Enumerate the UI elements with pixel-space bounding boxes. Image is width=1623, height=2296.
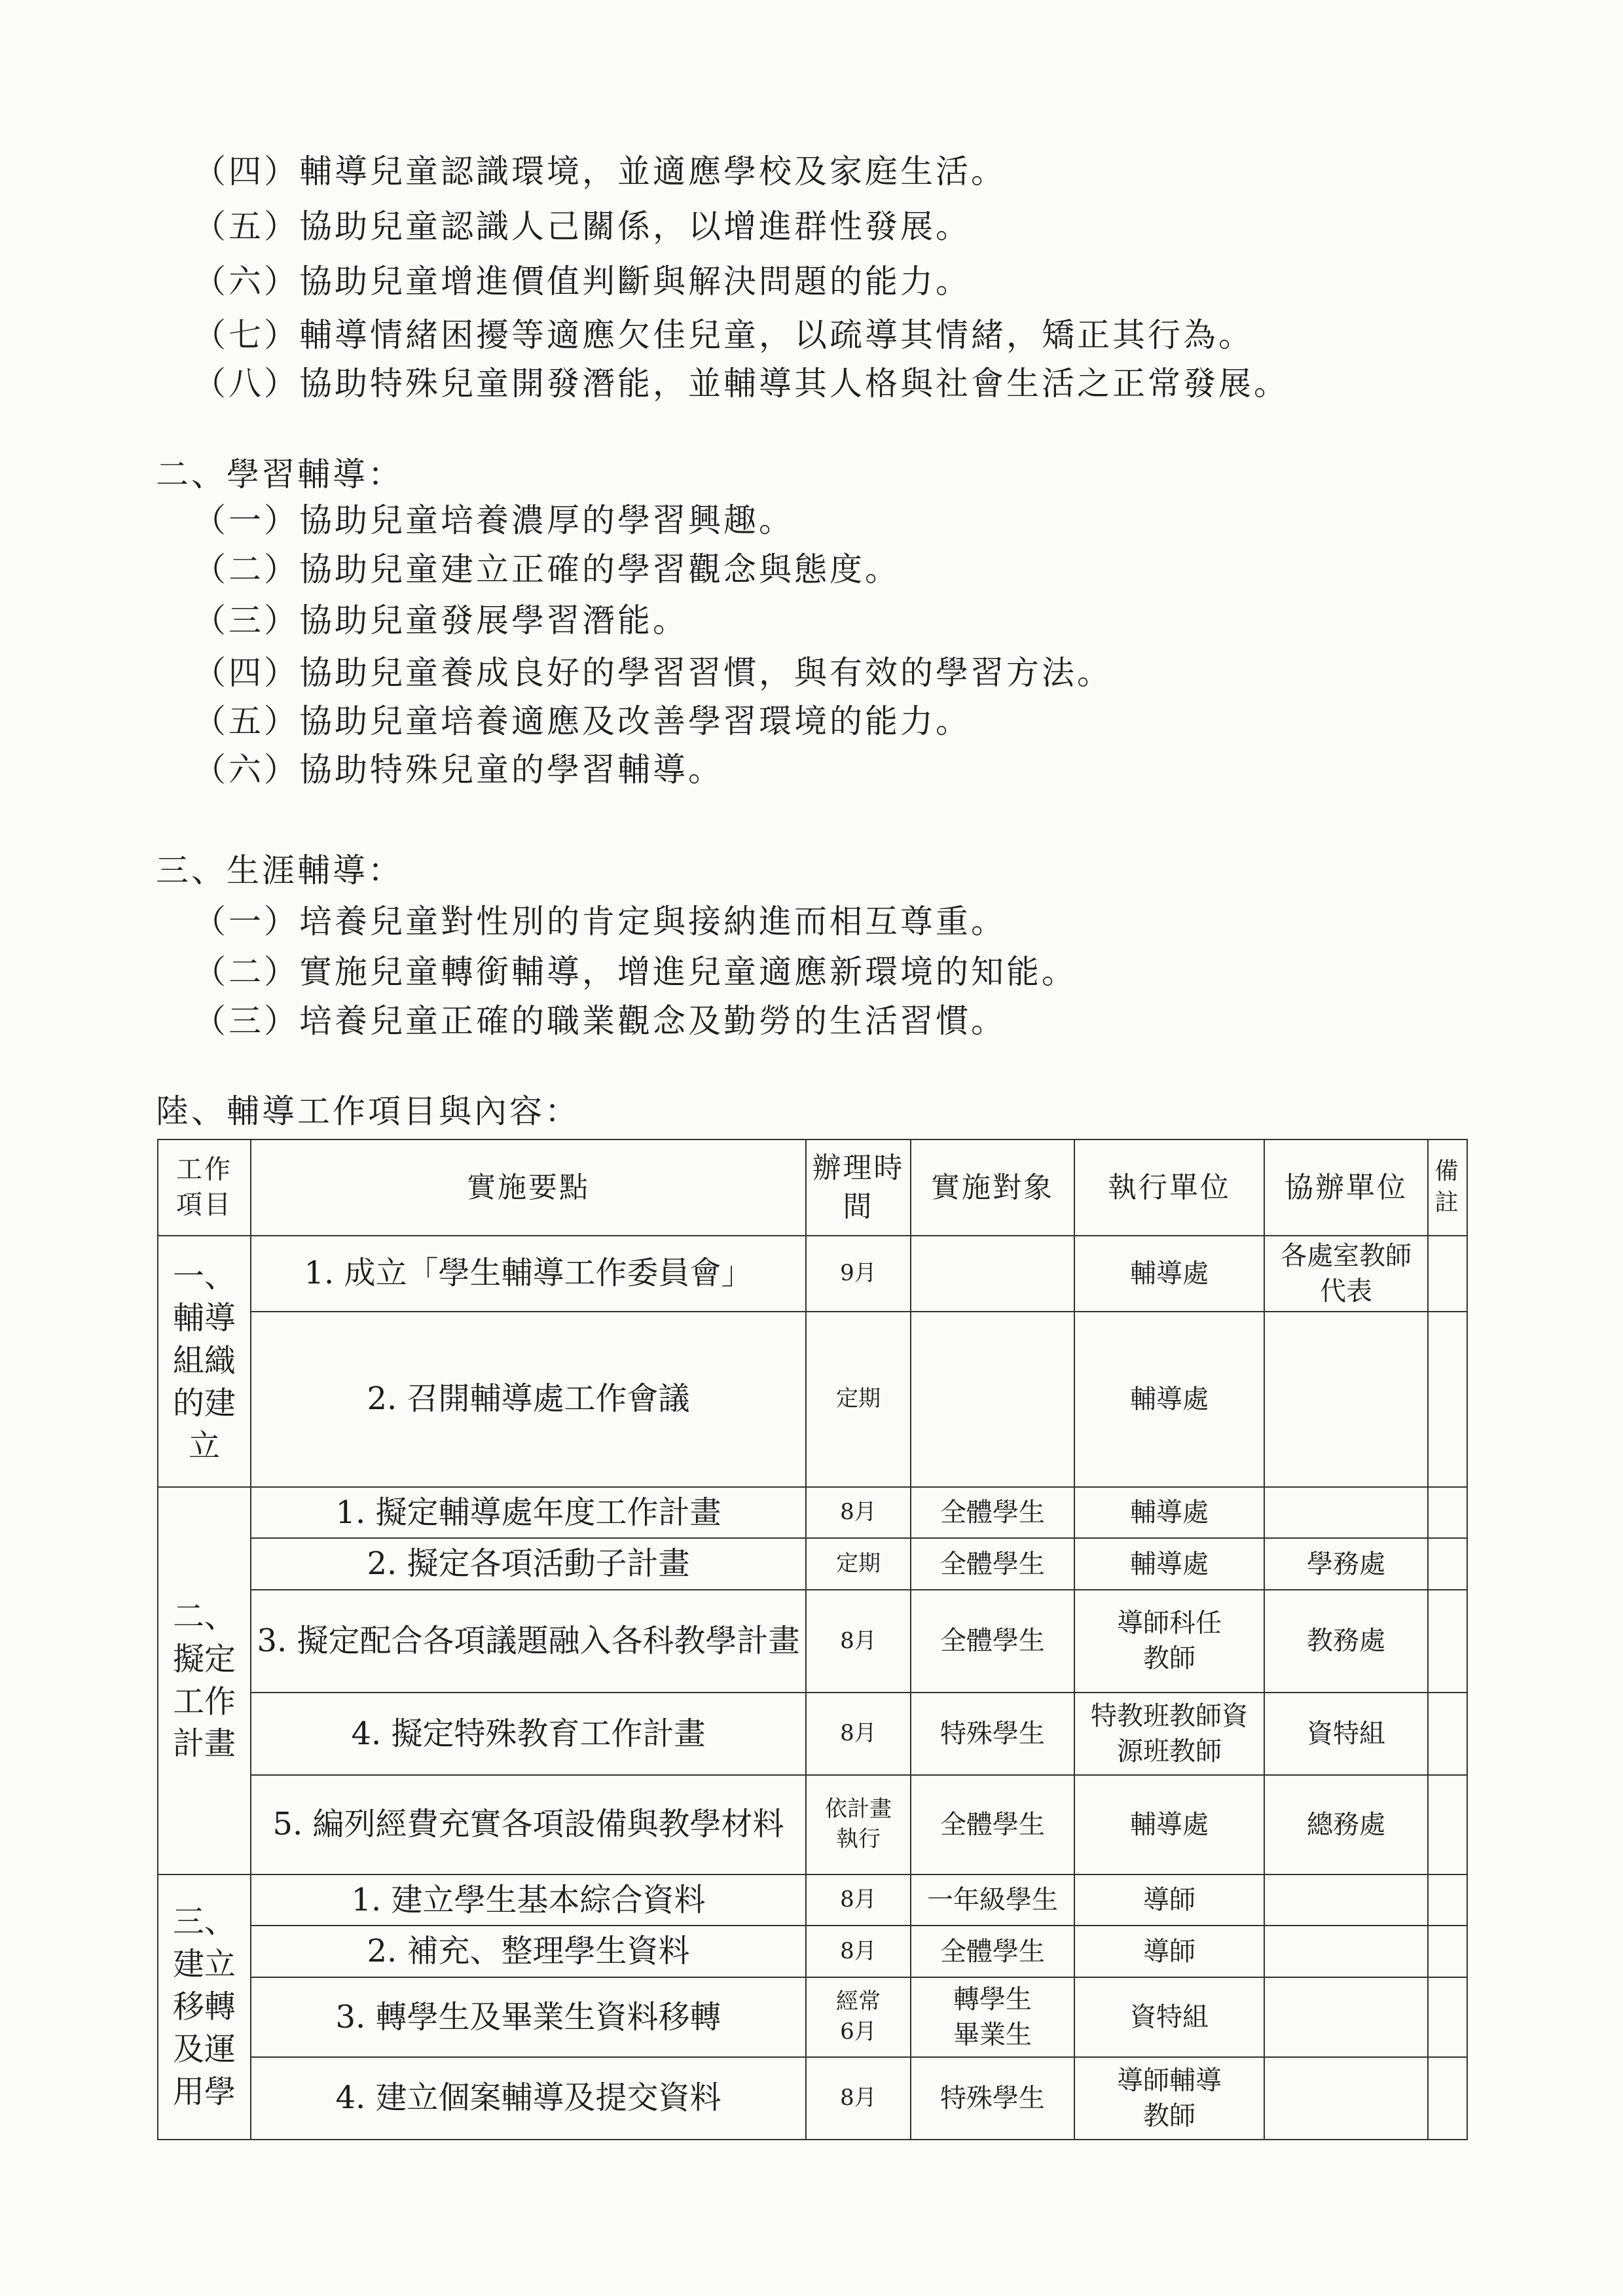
assist-cell	[1264, 1926, 1428, 1977]
target-cell: 全體學生	[911, 1926, 1074, 1977]
target-cell: 全體學生	[911, 1590, 1074, 1693]
target-cell	[911, 1312, 1074, 1487]
point-cell: 2. 召開輔導處工作會議	[251, 1312, 806, 1487]
assist-cell	[1264, 1487, 1428, 1539]
guidance-work-table	[157, 1139, 1468, 2140]
note-cell	[1428, 1874, 1467, 1926]
note-cell	[1428, 1487, 1467, 1539]
time-cell: 定期	[806, 1312, 911, 1487]
header-target: 實施對象	[911, 1139, 1074, 1236]
note-cell	[1428, 1236, 1467, 1312]
table-header-row	[158, 1139, 1467, 1236]
intro-item: （八）協助特殊兒童開發潛能，並輔導其人格與社會生活之正常發展。	[193, 365, 1289, 403]
unit-cell: 輔導處	[1074, 1775, 1264, 1874]
target-cell: 轉學生畢業生	[911, 1977, 1074, 2056]
time-cell: 8月	[806, 1590, 911, 1693]
assist-cell: 教務處	[1264, 1590, 1428, 1693]
note-cell	[1428, 1590, 1467, 1693]
note-cell	[1428, 1977, 1467, 2056]
assist-cell	[1264, 1977, 1428, 2056]
table-row	[158, 1236, 1467, 1312]
intro-item: （七）輔導情緒困擾等適應欠佳兒童，以疏導其情緒，矯正其行為。	[193, 316, 1254, 354]
assist-cell	[1264, 2057, 1428, 2140]
point-cell: 1. 成立「學生輔導工作委員會」	[251, 1236, 806, 1312]
unit-cell: 輔導處	[1074, 1312, 1264, 1487]
table-row	[158, 1693, 1467, 1775]
unit-cell: 輔導處	[1074, 1538, 1264, 1590]
category-cell: 三、建立移轉及運用學	[158, 1874, 251, 2140]
time-cell: 經常6月	[806, 1977, 911, 2056]
point-cell: 1. 建立學生基本綜合資料	[251, 1874, 806, 1926]
time-cell: 8月	[806, 1693, 911, 1775]
learning-item: （六）協助特殊兒童的學習輔導。	[193, 751, 723, 789]
learning-item: （二）協助兒童建立正確的學習觀念與態度。	[193, 550, 900, 588]
table-row	[158, 1977, 1467, 2056]
table-row	[158, 1775, 1467, 1874]
note-cell	[1428, 1538, 1467, 1590]
note-cell	[1428, 1693, 1467, 1775]
point-cell: 4. 建立個案輔導及提交資料	[251, 2057, 806, 2140]
header-assist: 協辦單位	[1264, 1139, 1428, 1236]
target-cell: 全體學生	[911, 1487, 1074, 1539]
learning-heading: 二、學習輔導：	[156, 456, 403, 493]
unit-cell: 導師科任教師	[1074, 1590, 1264, 1693]
point-cell: 3. 擬定配合各項議題融入各科教學計畫	[251, 1590, 806, 1693]
table-row	[158, 1487, 1467, 1539]
target-cell: 全體學生	[911, 1538, 1074, 1590]
assist-cell: 總務處	[1264, 1775, 1428, 1874]
unit-cell: 特教班教師資源班教師	[1074, 1693, 1264, 1775]
unit-cell: 導師輔導教師	[1074, 2057, 1264, 2140]
header-point: 實施要點	[251, 1139, 806, 1236]
unit-cell: 導師	[1074, 1926, 1264, 1977]
category-cell: 二、擬定工作計畫	[158, 1487, 251, 1874]
point-cell: 1. 擬定輔導處年度工作計畫	[251, 1487, 806, 1539]
assist-cell: 學務處	[1264, 1538, 1428, 1590]
time-cell: 8月	[806, 2057, 911, 2140]
target-cell: 特殊學生	[911, 1693, 1074, 1775]
table-row	[158, 1874, 1467, 1926]
unit-cell: 資特組	[1074, 1977, 1264, 2056]
intro-item: （五）協助兒童認識人己關係，以增進群性發展。	[193, 207, 971, 245]
time-cell: 8月	[806, 1926, 911, 1977]
time-cell: 定期	[806, 1538, 911, 1590]
header-note: 備註	[1428, 1139, 1467, 1236]
time-cell: 8月	[806, 1487, 911, 1539]
table-row	[158, 1926, 1467, 1977]
career-item: （三）培養兒童正確的職業觀念及勤勞的生活習慣。	[193, 1002, 1006, 1040]
target-cell: 特殊學生	[911, 2057, 1074, 2140]
table-row	[158, 1538, 1467, 1590]
learning-item: （一）協助兒童培養濃厚的學習興趣。	[193, 501, 794, 539]
career-heading: 三、生涯輔導：	[156, 852, 403, 889]
target-cell: 全體學生	[911, 1775, 1074, 1874]
assist-cell: 資特組	[1264, 1693, 1428, 1775]
learning-item: （五）協助兒童培養適應及改善學習環境的能力。	[193, 702, 971, 740]
section-title: 陸、輔導工作項目與內容：	[156, 1092, 580, 1130]
target-cell	[911, 1236, 1074, 1312]
table-row	[158, 2057, 1467, 2140]
table-row	[158, 1312, 1467, 1487]
note-cell	[1428, 1775, 1467, 1874]
intro-item: （四）輔導兒童認識環境，並適應學校及家庭生活。	[193, 152, 1006, 190]
point-cell: 4. 擬定特殊教育工作計畫	[251, 1693, 806, 1775]
time-cell: 依計畫執行	[806, 1775, 911, 1874]
unit-cell: 輔導處	[1074, 1487, 1264, 1539]
unit-cell: 導師	[1074, 1874, 1264, 1926]
note-cell	[1428, 2057, 1467, 2140]
header-time: 辦理時間	[806, 1139, 911, 1236]
learning-item: （四）協助兒童養成良好的學習習慣，與有效的學習方法。	[193, 654, 1112, 692]
unit-cell: 輔導處	[1074, 1236, 1264, 1312]
assist-cell: 各處室教師代表	[1264, 1236, 1428, 1312]
table-row	[158, 1590, 1467, 1693]
point-cell: 3. 轉學生及畢業生資料移轉	[251, 1977, 806, 2056]
point-cell: 2. 擬定各項活動子計畫	[251, 1538, 806, 1590]
note-cell	[1428, 1312, 1467, 1487]
note-cell	[1428, 1926, 1467, 1977]
career-item: （二）實施兒童轉銜輔導，增進兒童適應新環境的知能。	[193, 953, 1077, 991]
assist-cell	[1264, 1312, 1428, 1487]
point-cell: 5. 編列經費充實各項設備與教學材料	[251, 1775, 806, 1874]
learning-item: （三）協助兒童發展學習潛能。	[193, 601, 688, 639]
assist-cell	[1264, 1874, 1428, 1926]
career-item: （一）培養兒童對性別的肯定與接納進而相互尊重。	[193, 903, 1006, 941]
target-cell: 一年級學生	[911, 1874, 1074, 1926]
time-cell: 8月	[806, 1874, 911, 1926]
header-unit: 執行單位	[1074, 1139, 1264, 1236]
intro-item: （六）協助兒童增進價值判斷與解決問題的能力。	[193, 262, 971, 300]
category-cell: 一、輔導組織的建立	[158, 1236, 251, 1487]
point-cell: 2. 補充、整理學生資料	[251, 1926, 806, 1977]
header-category: 工作項目	[158, 1139, 251, 1236]
time-cell: 9月	[806, 1236, 911, 1312]
